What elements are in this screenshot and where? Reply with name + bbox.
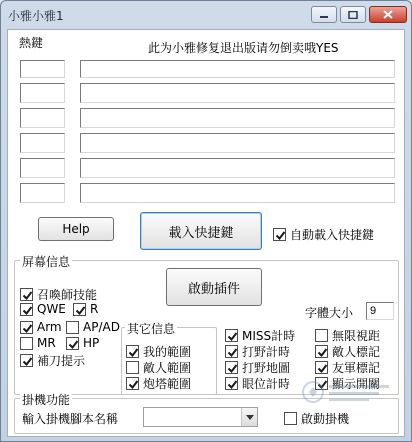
ward-timer-checkbox[interactable] (225, 375, 290, 392)
checkbox-box (20, 303, 33, 316)
checkbox-box (315, 329, 328, 342)
check-icon (22, 290, 33, 301)
client-area (7, 29, 405, 437)
my-range-checkbox[interactable] (126, 343, 191, 360)
tower-range-label: 炮塔範圍 (143, 377, 192, 391)
check-icon (317, 363, 328, 374)
close-button[interactable] (369, 6, 407, 23)
hotkey-text-input-2[interactable] (80, 83, 395, 103)
maximize-button[interactable] (340, 6, 366, 23)
my-range-label: 我的範圍 (143, 345, 192, 359)
checkbox-box (126, 377, 139, 390)
hotkey-text-input-6[interactable] (80, 183, 395, 203)
checkbox-box (20, 354, 33, 367)
check-icon (227, 379, 238, 390)
checkbox-box (225, 345, 238, 358)
hotkey-label: 熱鍵 (19, 36, 44, 50)
window-title: 小雅小雅1 (8, 9, 64, 23)
font-size-label: 字體大小 (305, 306, 354, 320)
hp-checkbox[interactable] (66, 336, 99, 350)
hotkey-key-input-1[interactable] (20, 60, 65, 78)
miss-timer-checkbox[interactable] (225, 327, 295, 344)
checkbox-box (73, 303, 86, 316)
check-icon (68, 339, 79, 350)
hotkey-key-input-3[interactable] (20, 108, 65, 128)
hp-label: HP (83, 336, 100, 350)
other-info-title: 其它信息 (127, 322, 176, 336)
hotkey-text-input-5[interactable] (80, 158, 395, 178)
enemy-range-checkbox[interactable] (126, 359, 191, 376)
ward-timer-label: 眼位計時 (242, 377, 291, 391)
start-hook-label: 啟動掛機 (301, 412, 350, 426)
check-icon (128, 379, 139, 390)
ap-ad-checkbox[interactable] (66, 320, 120, 334)
mr-checkbox[interactable] (20, 336, 56, 350)
maximize-icon (348, 11, 358, 19)
display-toggle-label: 顯示開關 (332, 377, 381, 391)
mr-label: MR (37, 336, 56, 350)
screen-info-title: 屏幕信息 (22, 255, 71, 269)
last-hit-checkbox[interactable] (20, 352, 85, 369)
qwe-checkbox[interactable] (20, 302, 66, 316)
script-name-combo[interactable] (143, 407, 258, 427)
close-icon (383, 10, 393, 19)
last-hit-label: 補刀提示 (37, 354, 86, 368)
miss-timer-label: MISS計時 (242, 329, 296, 343)
check-icon (275, 230, 286, 241)
checkbox-box (225, 329, 238, 342)
check-icon (227, 331, 238, 342)
hotkey-text-input-3[interactable] (80, 108, 395, 128)
hotkey-key-input-5[interactable] (20, 158, 65, 178)
check-icon (227, 347, 238, 358)
check-icon (128, 347, 139, 358)
load-hotkey-button[interactable]: 載入快捷鍵 (140, 212, 262, 250)
hotkey-key-input-4[interactable] (20, 133, 65, 153)
checkbox-box (315, 345, 328, 358)
hotkey-key-input-2[interactable] (20, 83, 65, 103)
jungle-timer-label: 打野計時 (242, 345, 291, 359)
ap-ad-label: AP/AD (83, 320, 120, 334)
start-plugin-button[interactable]: 啟動插件 (166, 268, 262, 306)
watermark-logo (301, 378, 396, 406)
enemy-mark-checkbox[interactable] (315, 343, 380, 360)
unlimited-view-label: 無限視距 (332, 329, 381, 343)
checkbox-box (273, 228, 286, 241)
checkbox-box (315, 361, 328, 374)
checkbox-box (66, 337, 79, 350)
jungle-timer-checkbox[interactable] (225, 343, 290, 360)
help-button[interactable]: Help (38, 217, 114, 241)
checkbox-box (225, 377, 238, 390)
unlimited-view-checkbox[interactable] (315, 327, 380, 344)
check-icon (22, 356, 33, 367)
jungle-map-checkbox[interactable] (225, 359, 290, 376)
checkbox-box (225, 361, 238, 374)
r-checkbox[interactable] (73, 302, 98, 316)
ally-mark-label: 友軍標記 (332, 361, 381, 375)
minimize-icon (319, 11, 329, 19)
jungle-map-label: 打野地圖 (242, 361, 291, 375)
hotkey-key-input-6[interactable] (20, 183, 65, 203)
qwe-label: QWE (37, 302, 66, 316)
enemy-range-label: 敵人範圍 (143, 361, 192, 375)
chevron-down-icon (246, 415, 254, 420)
hotkey-text-input-1[interactable] (80, 60, 395, 78)
arm-label: Arm (37, 320, 62, 334)
title-bar[interactable] (1, 1, 411, 29)
check-icon (22, 323, 33, 334)
check-icon (317, 347, 328, 358)
r-label: R (90, 302, 99, 316)
hook-title: 掛機功能 (22, 393, 71, 407)
tower-range-checkbox[interactable] (126, 375, 191, 392)
checkbox-box (20, 321, 33, 334)
summoner-spell-checkbox[interactable] (20, 286, 97, 303)
ally-mark-checkbox[interactable] (315, 359, 380, 376)
checkbox-box (20, 288, 33, 301)
check-icon (227, 363, 238, 374)
start-hook-checkbox[interactable] (284, 410, 349, 427)
check-icon (75, 305, 86, 316)
auto-load-label: 自動載入快捷鍵 (290, 228, 375, 242)
enemy-mark-label: 敵人標記 (332, 345, 381, 359)
auto-load-checkbox[interactable] (273, 226, 374, 243)
dropdown-arrow[interactable] (241, 408, 257, 426)
checkbox-box (66, 321, 79, 334)
font-size-input[interactable] (366, 302, 394, 320)
hotkey-text-input-4[interactable] (80, 133, 395, 153)
checkbox-box (20, 337, 33, 350)
script-name-label: 輸入掛機腳本名稱 (22, 412, 119, 426)
checkbox-box (284, 412, 297, 425)
check-icon (22, 305, 33, 316)
notice-text: 此为小雅修复退出版请勿倒卖哦YES (148, 41, 339, 55)
summoner-spell-label: 召喚師技能 (37, 288, 98, 302)
checkbox-box (126, 361, 139, 374)
minimize-button[interactable] (311, 6, 337, 23)
checkbox-box (126, 345, 139, 358)
arm-checkbox[interactable] (20, 320, 62, 334)
